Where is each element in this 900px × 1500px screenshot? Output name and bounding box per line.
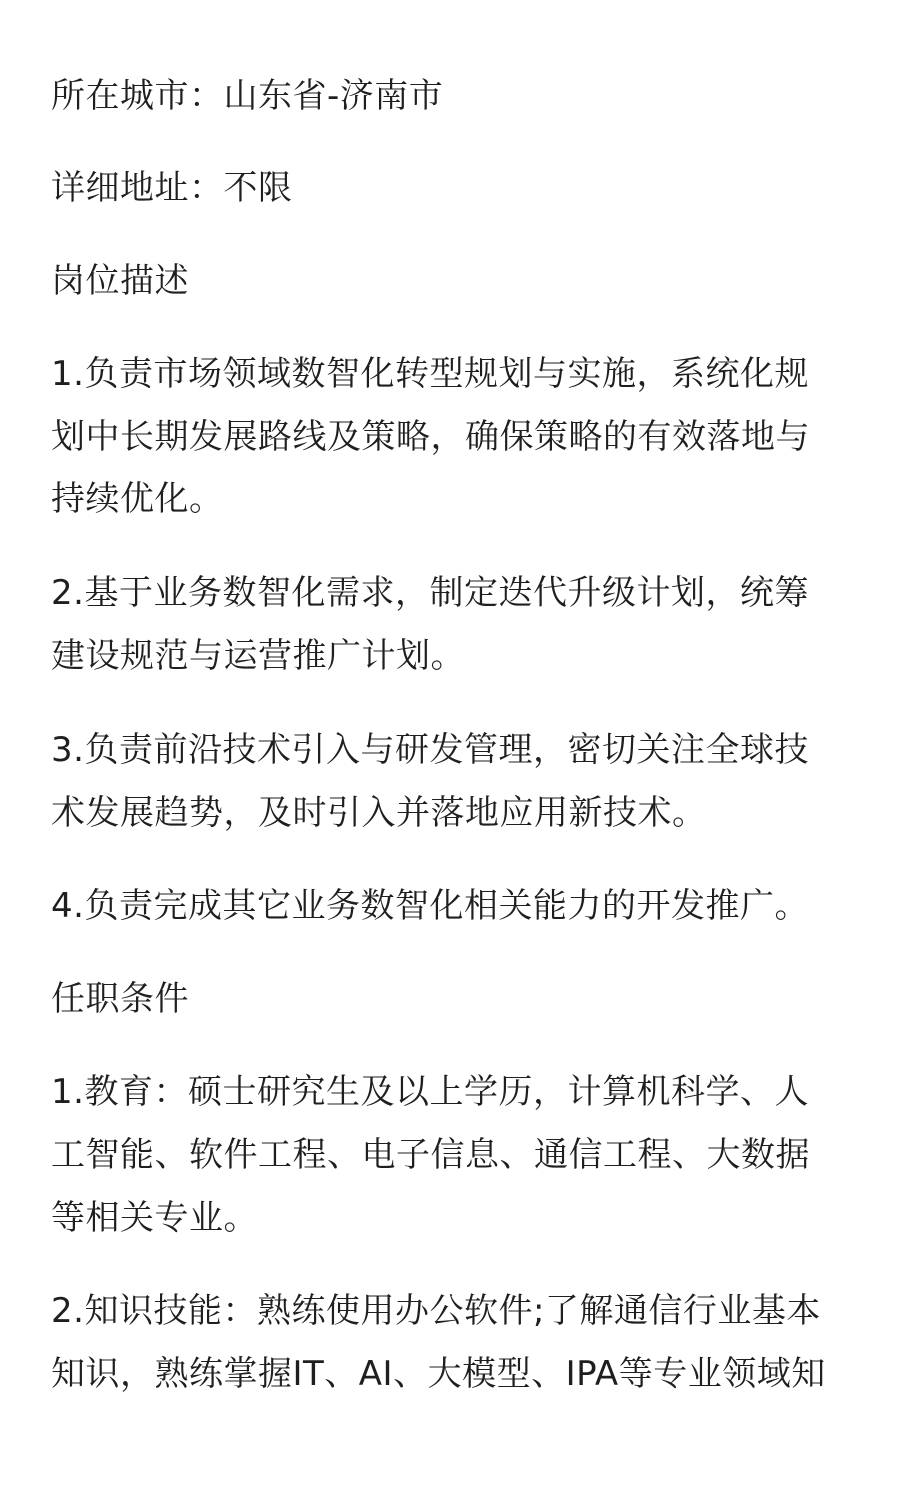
duty-1-line-1: 1.负责市场领域数智化转型规划与实施，系统化规	[51, 354, 809, 394]
duty-3-line-2: 术发展趋势，及时引入并落地应用新技术。	[51, 793, 707, 833]
section-heading-job-description: 岗位描述	[51, 261, 189, 301]
duty-1-line-2: 划中长期发展路线及策略，确保策略的有效落地与	[51, 417, 810, 457]
duty-2-line-1: 2.基于业务数智化需求，制定迭代升级计划，统筹	[51, 573, 809, 613]
requirement-2-line-1: 2.知识技能：熟练使用办公软件;了解通信行业基本	[51, 1291, 821, 1331]
requirement-1-line-2: 工智能、软件工程、电子信息、通信工程、大数据	[51, 1135, 810, 1175]
requirement-1-line-3: 等相关专业。	[51, 1198, 258, 1238]
duty-4-line-1: 4.负责完成其它业务数智化相关能力的开发推广。	[51, 886, 809, 926]
section-heading-requirements: 任职条件	[51, 979, 189, 1019]
address-line: 详细地址：不限	[51, 168, 293, 208]
duty-1-line-3: 持续优化。	[51, 479, 224, 519]
duty-2-line-2: 建设规范与运营推广计划。	[51, 636, 465, 676]
city-line: 所在城市：山东省-济南市	[51, 76, 444, 116]
requirement-1-line-1: 1.教育：硕士研究生及以上学历，计算机科学、人	[51, 1072, 809, 1112]
requirement-2-line-2: 知识，熟练掌握IT、AI、大模型、IPA等专业领域知	[51, 1354, 826, 1394]
duty-3-line-1: 3.负责前沿技术引入与研发管理，密切关注全球技	[51, 730, 809, 770]
